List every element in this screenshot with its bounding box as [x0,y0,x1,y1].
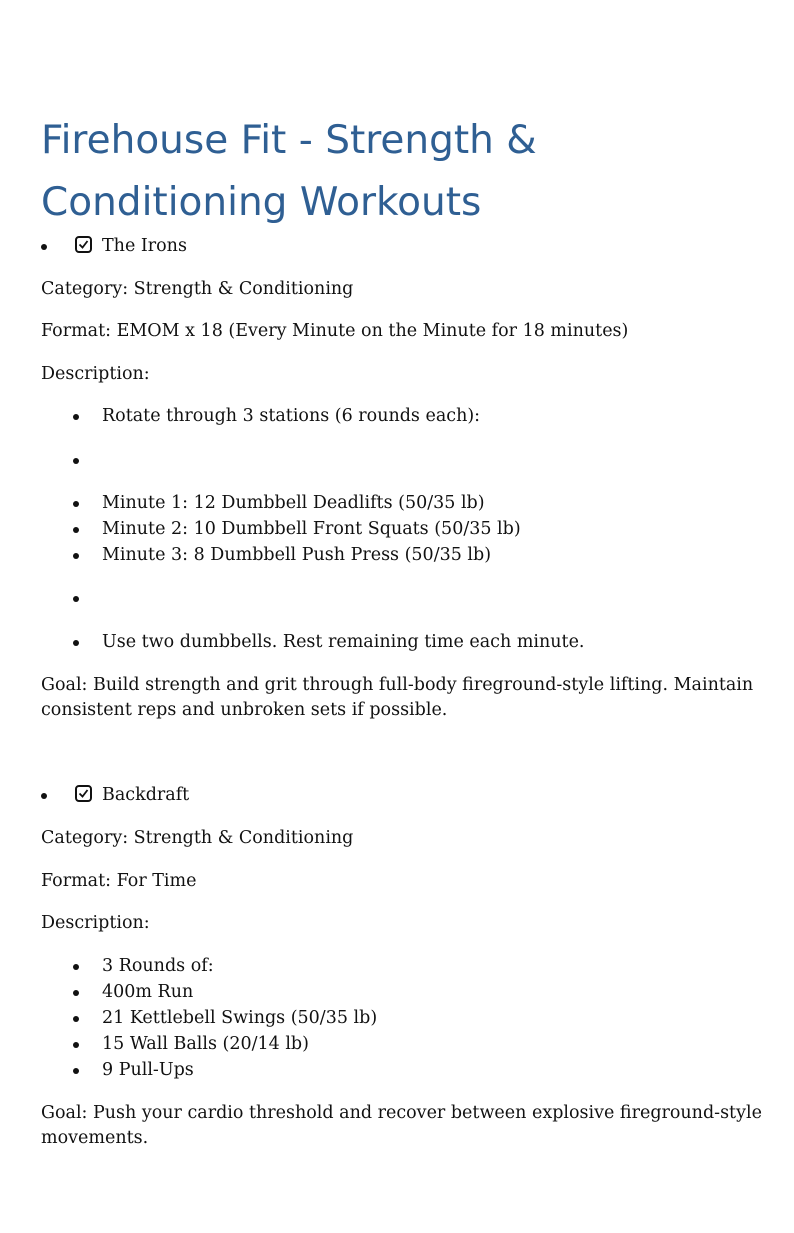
checkbox-checked-icon [75,785,92,802]
bullet-icon [73,553,79,559]
list-item-text: Use two dumbbells. Rest remaining time each minute. [102,632,585,652]
list-item [73,980,773,1005]
bullet-icon [73,527,79,533]
workout-heading-backdraft [41,783,441,808]
list-item-text: 21 Kettlebell Swings (50/35 lb) [102,1008,378,1028]
checkbox-checked-icon [75,236,92,253]
list-item-text: Minute 2: 10 Dumbbell Front Squats (50/35 lb) [102,519,521,539]
bullet-icon [41,793,47,799]
list-item [73,404,773,429]
bullet-icon [73,501,79,507]
list-item [73,954,773,979]
bullet-icon [73,964,79,970]
bullet-icon [41,244,47,250]
list-item [73,543,773,568]
list-item-text: 9 Pull-Ups [102,1060,194,1080]
list-item-text: 15 Wall Balls (20/14 lb) [102,1034,309,1054]
workout-name: Backdraft [102,785,190,805]
workout-goal: Goal: Push your cardio threshold and recover between explosive fireground-style movements. [41,1103,762,1148]
list-item-text: Minute 1: 12 Dumbbell Deadlifts (50/35 lb) [102,493,485,513]
list-item [73,517,773,542]
list-item [73,1006,773,1031]
workout-category: Category: Strength & Conditioning [41,828,354,848]
list-item [73,1058,773,1083]
list-item [73,630,773,655]
workout-heading-the-irons [41,234,441,259]
list-item-text: Minute 3: 8 Dumbbell Push Press (50/35 lb) [102,545,492,565]
bullet-icon [73,1042,79,1048]
list-item [73,1032,773,1057]
bullet-icon [73,1068,79,1074]
list-item-text: Rotate through 3 stations (6 rounds each): [102,406,481,426]
list-item-text: 400m Run [102,982,194,1002]
bullet-icon [73,1016,79,1022]
list-item [73,586,773,611]
workout-format: Format: For Time [41,871,197,891]
workout-goal: Goal: Build strength and grit through full-body fireground-style lifting. Maintain consistent reps and unbroken sets if possible. [41,675,754,720]
bullet-icon [73,640,79,646]
bullet-icon [73,414,79,420]
workout-format: Format: EMOM x 18 (Every Minute on the Minute for 18 minutes) [41,321,629,341]
list-item-text: 3 Rounds of: [102,956,214,976]
description-label: Description: [41,913,150,933]
bullet-icon [73,458,79,464]
list-item [73,448,773,473]
bullet-icon [73,596,79,602]
workout-name: The Irons [102,236,187,256]
bullet-icon [73,990,79,996]
workout-category: Category: Strength & Conditioning [41,279,354,299]
list-item [73,491,773,516]
description-label: Description: [41,364,150,384]
page-title: Firehouse Fit - Strength & Conditioning Workouts [41,118,537,225]
